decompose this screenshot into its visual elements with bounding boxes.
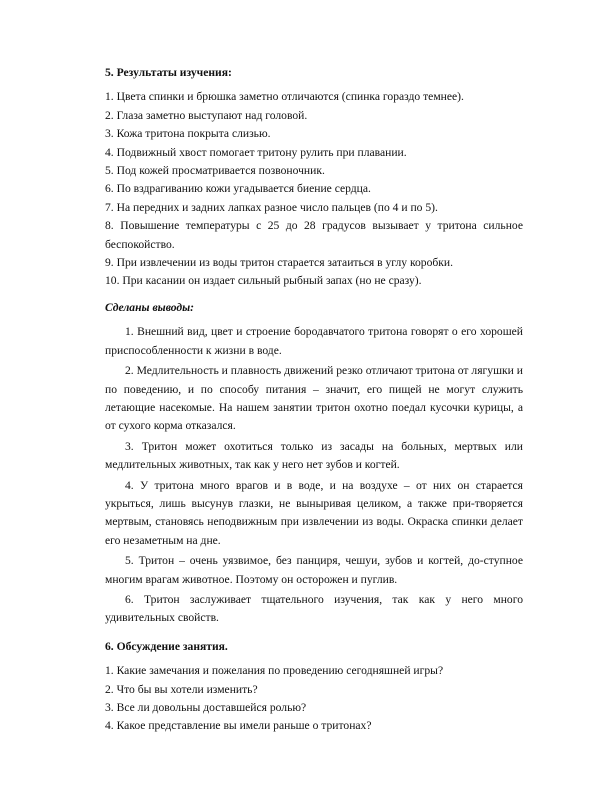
results-item: 10. При касании он издает сильный рыбный запах (но не сразу). (105, 274, 422, 288)
conclusion-paragraph: 5. Тритон – очень уязвимое, без панциря, чешуи, зубов и когтей, до-ступное многим врагам животное. Поэтому он осторожен и пуглив. (105, 554, 523, 586)
results-item: 7. На передних и задних лапках разное число пальцев (по 4 и по 5). (105, 200, 438, 214)
results-item: 9. При извлечении из воды тритон старается затаиться в углу коробки. (105, 256, 454, 270)
conclusion-paragraph: 3. Тритон может охотиться только из засады на больных, мертвых или медлительных животных, так как у него нет зубов и когтей. (105, 439, 523, 472)
results-item: 5. Под кожей просматривается позвоночник. (105, 164, 325, 178)
results-heading: 5. Результаты изучения: (105, 66, 232, 79)
results-item: 2. Глаза заметно выступают над головой. (105, 108, 308, 122)
results-item: 1. Цвета спинки и брюшка заметно отличаются (спинка гораздо темнее). (105, 90, 464, 104)
results-item: 4. Подвижный хвост помогает тритону рулить при плавании. (105, 145, 407, 159)
discussion-question: 3. Все ли довольны доставшейся ролью? (105, 701, 307, 714)
discussion-question: 4. Какое представление вы имели раньше о тритонах? (105, 719, 372, 733)
results-item: 6. По вздрагиванию кожи угадывается биение сердца. (105, 182, 371, 196)
conclusion-paragraph: 6. Тритон заслуживает тщательного изучения, так как у него много удивительных свойств. (105, 592, 523, 625)
conclusion-paragraph: 4. У тритона много врагов и в воде, и на воздухе – от них он старается укрыться, лишь высунув глазки, не выныривая целиком, а также при-творяется мертвым, становясь неподвижным при извлечении из воды. Окраска спинки делает его незаметным на дне. (105, 478, 523, 547)
document-body (105, 64, 523, 736)
conclusion-paragraph: 2. Медлительность и плавность движений резко отличают тритона от лягушки и по поведению, и по способу питания – значит, его пищей не могут служить летающие насекомые. На нашем занятии тритон охотно поедал кусочки курицы, а от сухого корма отказался. (105, 364, 523, 433)
conclusions-heading: Сделаны выводы: (105, 300, 195, 314)
conclusion-paragraph: 1. Внешний вид, цвет и строение бородавчатого тритона говорят о его хорошей приспособленности к жизни в воде. (105, 325, 523, 357)
results-item: 3. Кожа тритона покрыта слизью. (105, 127, 271, 141)
discussion-heading: 6. Обсуждение занятия. (105, 639, 228, 653)
results-item: 8. Повышение температуры с 25 до 28 градусов вызывает у тритона сильное беспокойство. (105, 219, 523, 251)
discussion-question: 1. Какие замечания и пожелания по проведению сегодняшней игры? (105, 664, 444, 678)
discussion-question: 2. Что бы вы хотели изменить? (105, 682, 258, 696)
